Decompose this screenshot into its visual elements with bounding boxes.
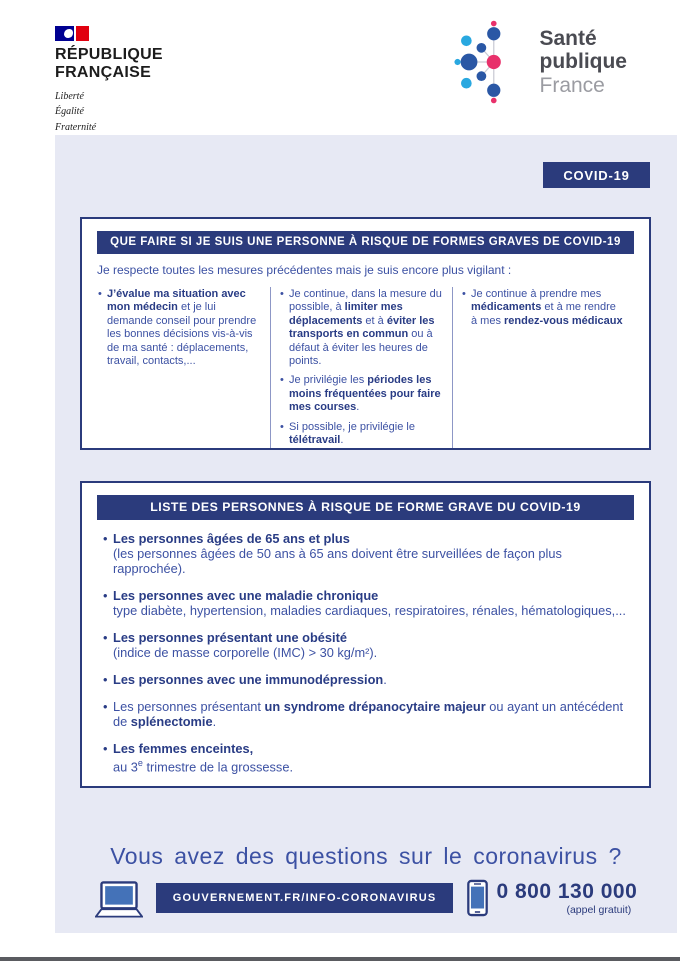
ordinal-superscript: e bbox=[137, 758, 143, 768]
risk-item-text: . bbox=[212, 714, 217, 729]
precautions-column-1 bbox=[97, 287, 270, 450]
info-url-button[interactable]: GOUVERNEMENT.FR/INFO-CORONAVIRUS bbox=[156, 883, 454, 913]
smartphone-icon bbox=[467, 879, 488, 917]
bullet-text-bold: limiter mes déplacements bbox=[289, 301, 403, 327]
precautions-box bbox=[80, 217, 651, 450]
precautions-box-title: QUE FAIRE SI JE SUIS UNE PERSONNE À RISQUE DE FORMES GRAVES DE COVID-19 bbox=[97, 231, 634, 254]
bullet-text: et à me rendre à mes bbox=[471, 301, 616, 327]
bullet-text: Je continue, dans la mesure du possible, à bbox=[289, 288, 442, 314]
precautions-columns bbox=[97, 287, 634, 450]
phone-block bbox=[496, 881, 637, 916]
motto bbox=[55, 89, 163, 136]
phone-number[interactable]: 0 800 130 000 bbox=[496, 879, 638, 903]
spf-line1: Santé bbox=[539, 27, 597, 51]
french-flag-icon bbox=[55, 26, 89, 41]
risk-groups-box-title: LISTE DES PERSONNES À RISQUE DE FORME GRAVE DU COVID-19 bbox=[97, 495, 634, 520]
spf-network-icon bbox=[454, 20, 530, 104]
risk-item-text: ou ayant un antécédent de bbox=[113, 699, 624, 729]
risk-item-bold: un syndrome drépanocytaire majeur bbox=[264, 699, 486, 714]
risk-item-bold: Les personnes avec une maladie chronique bbox=[113, 588, 379, 603]
covid19-badge: COVID-19 bbox=[543, 162, 650, 188]
flag-blue-block bbox=[55, 26, 74, 41]
risk-groups-list bbox=[103, 531, 634, 774]
laptop-icon bbox=[95, 880, 143, 920]
list-item bbox=[103, 531, 634, 576]
list-item bbox=[103, 630, 634, 660]
republique-line1: RÉPUBLIQUE bbox=[55, 46, 163, 63]
bullet-text-bold: périodes les moins fréquentées pour faire mes courses bbox=[289, 374, 441, 414]
bullet-text-bold: rendez-vous médicaux bbox=[504, 314, 623, 327]
motto-egalite: Égalité bbox=[55, 106, 84, 118]
list-item bbox=[103, 699, 634, 729]
risk-item-text: au 3 bbox=[113, 759, 138, 775]
bullet-text: et à bbox=[362, 314, 387, 327]
motto-liberte: Liberté bbox=[55, 90, 84, 102]
bullet-text: . bbox=[340, 434, 344, 447]
risk-item-rest bbox=[113, 756, 634, 774]
risk-item-bold: Les femmes enceintes, bbox=[113, 741, 254, 756]
risk-item-bold: Les personnes avec une immunodépression bbox=[113, 672, 384, 687]
list-item bbox=[103, 588, 634, 618]
flag-red-block bbox=[76, 26, 89, 41]
phone-note: (appel gratuit) bbox=[566, 903, 632, 916]
question-heading: Vous avez des questions sur le coronavirus ? bbox=[110, 843, 622, 869]
content-panel bbox=[55, 135, 677, 933]
spf-line3: France bbox=[539, 73, 605, 97]
bullet-text-bold: médicaments bbox=[471, 301, 542, 314]
list-item bbox=[98, 288, 261, 368]
republique-wordmark bbox=[55, 46, 163, 82]
risk-item-text: Les personnes présentant bbox=[113, 699, 265, 714]
bullet-text: et je lui demande conseil pour prendre les bonnes décisions vis-à-vis de ma santé : déplacements, travail, contacts,... bbox=[107, 301, 257, 368]
footer-bar bbox=[0, 957, 680, 961]
bullet-text: Je privilégie les bbox=[289, 374, 368, 387]
risk-item-bold: splénectomie bbox=[130, 714, 213, 729]
risk-groups-box bbox=[80, 481, 651, 788]
sante-publique-france-logo bbox=[454, 20, 628, 104]
bullet-text: . bbox=[356, 401, 360, 414]
bullet-text: ou à défaut à éviter les heures de points. bbox=[289, 328, 433, 368]
list-item bbox=[103, 672, 634, 687]
bullet-text-bold: J’évalue ma situation avec mon médecin bbox=[107, 288, 246, 314]
precautions-column-3 bbox=[452, 287, 634, 450]
risk-item-bold: Les personnes présentant une obésité bbox=[113, 630, 347, 645]
risk-item-rest: . bbox=[383, 672, 387, 687]
list-item bbox=[103, 741, 634, 774]
risk-item-rest: (les personnes âgées de 50 ans à 65 ans doivent être surveillées de façon plus rapprochée). bbox=[113, 546, 562, 576]
precautions-column-2 bbox=[270, 287, 452, 450]
list-item bbox=[462, 288, 625, 328]
risk-item-rest: (indice de masse corporelle (IMC) > 30 kg/m²). bbox=[113, 645, 378, 660]
contact-row bbox=[55, 875, 677, 921]
bullet-text: Si possible, je privilégie le bbox=[289, 420, 415, 433]
spf-wordmark bbox=[540, 27, 628, 96]
risk-item-rest: type diabète, hypertension, maladies cardiaques, respiratoires, rénales, hématologiques,... bbox=[113, 603, 626, 618]
bullet-text-bold: éviter les transports en commun bbox=[289, 314, 435, 341]
republique-line2: FRANÇAISE bbox=[55, 63, 152, 81]
motto-fraternite: Fraternité bbox=[55, 121, 97, 133]
risk-item-text: trimestre de la grossesse. bbox=[142, 759, 294, 775]
republique-francaise-logo bbox=[55, 26, 163, 135]
precautions-intro: Je respecte toutes les mesures précédentes mais je suis encore plus vigilant : bbox=[97, 263, 512, 277]
spf-line2: publique bbox=[539, 50, 627, 74]
risk-item-bold: Les personnes âgées de 65 ans et plus bbox=[113, 531, 350, 546]
list-item bbox=[280, 374, 443, 414]
bullet-text: Je continue à prendre mes bbox=[471, 288, 602, 300]
list-item bbox=[280, 288, 443, 368]
bullet-text-bold: télétravail bbox=[289, 434, 341, 447]
list-item bbox=[280, 421, 443, 448]
